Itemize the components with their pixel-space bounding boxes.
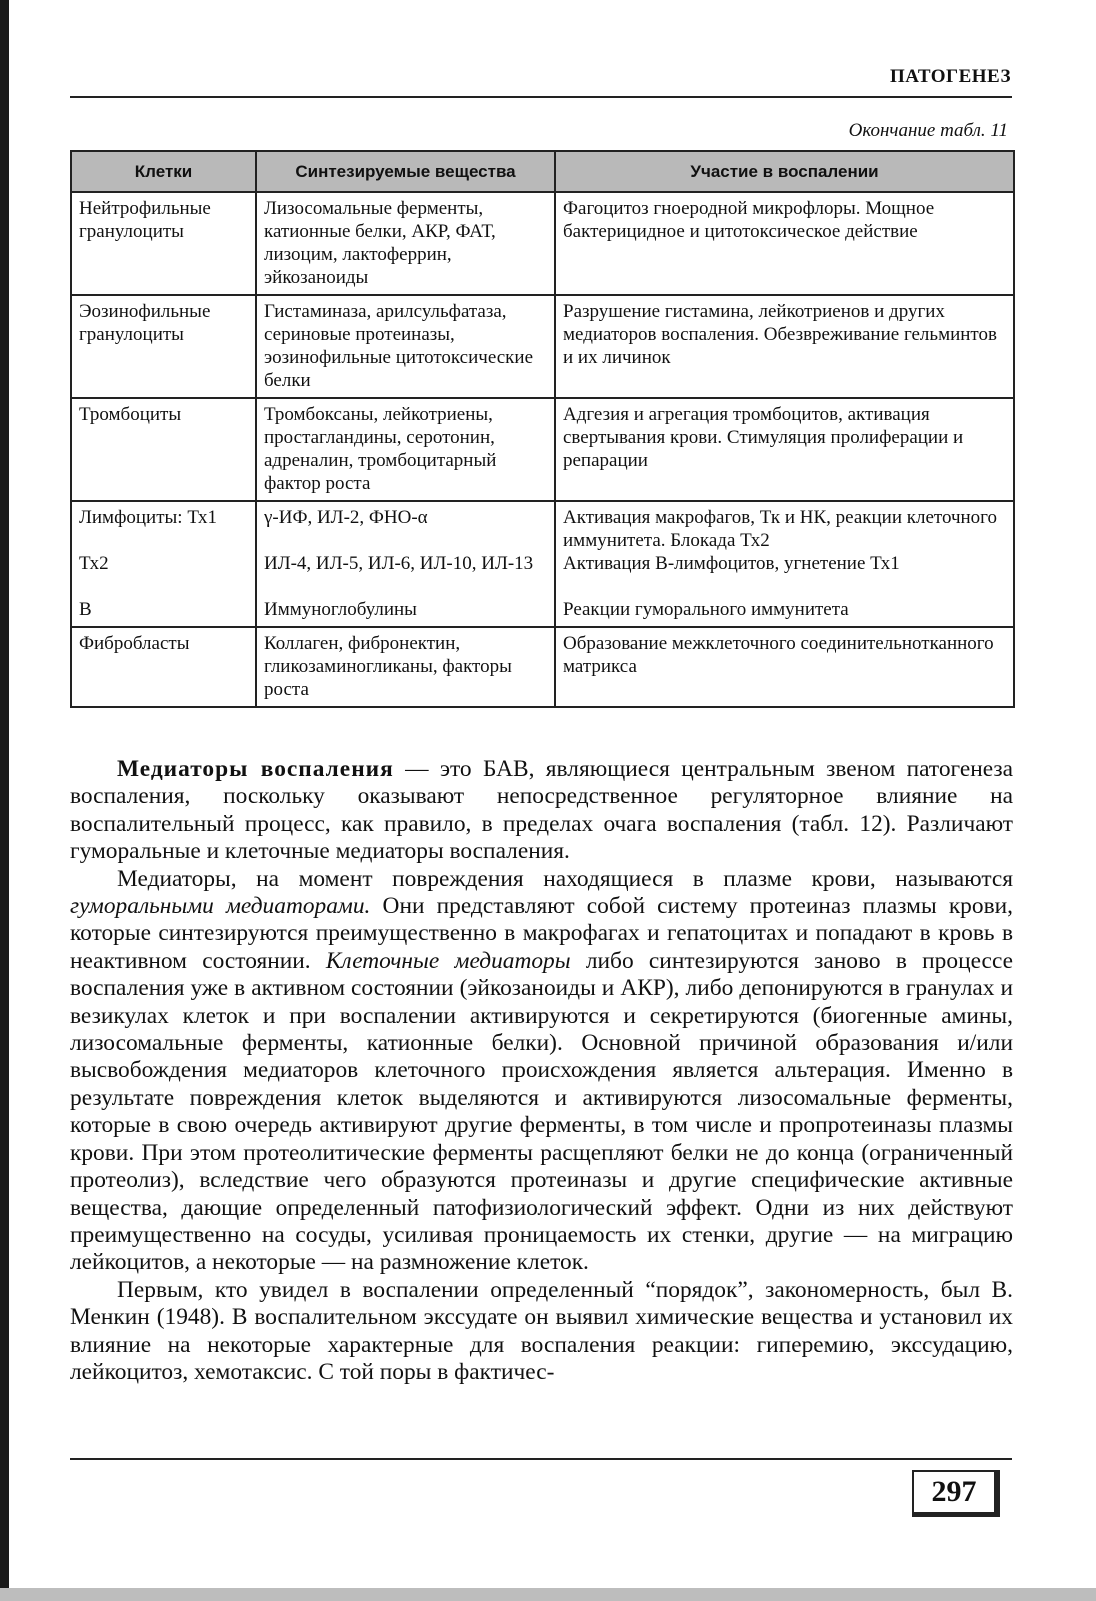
subtype-b: В — [79, 599, 92, 620]
cell-substances: Гистаминаза, арилсульфатаза, сериновые протеиназы, эозинофильные цитотоксические белки — [256, 295, 555, 398]
substances-b: Иммуноглобулины — [264, 599, 417, 620]
cell-substances: Тромбоксаны, лейкотриены, простагландины, серотонин, адреналин, тромбоцитарный фактор роста — [256, 398, 555, 501]
cell-role: Разрушение гистамина, лейкотриенов и других медиаторов воспаления. Обезвреживание гельминтов и их личинок — [555, 295, 1014, 398]
subtype-th2: Тх2 — [79, 553, 109, 574]
cell-type: Нейтрофильные гранулоциты — [71, 192, 256, 295]
page-number: 297 — [912, 1470, 1000, 1517]
cell-type: Тромбоциты — [71, 398, 256, 501]
cell-substances: Лизосомальные ферменты, катионные белки, АКР, ФАТ, лизоцим, лактоферрин, эйкозаноиды — [256, 192, 555, 295]
term-italic: гуморальными медиаторами. — [70, 893, 371, 920]
substances-th1: γ-ИФ, ИЛ-2, ФНО-α — [264, 507, 428, 528]
substances-th2: ИЛ-4, ИЛ-5, ИЛ-6, ИЛ-10, ИЛ-13 — [264, 553, 534, 574]
subtype-th1: Лимфоциты: Тх1 — [79, 507, 217, 528]
cell-type — [71, 501, 256, 627]
table-row — [71, 398, 1014, 501]
header-rule — [70, 96, 1012, 98]
paragraph: Медиаторы, на момент повреждения находящиеся в плазме крови, называются гуморальными медиаторами. Они представляют собой систему протеиназ плазмы крови, которые синтезируются преимущественно в макрофагах и гепатоцитах и попадают в кровь в неактивном состоянии. Клеточные медиаторы либо синтезируются заново в процессе воспаления уже в активном состоянии (эйкозаноиды и АКР), либо депонируются в гранулах и везикулах клеток и при воспалении активируются и секретируются (биогенные амины, лизосомальные ферменты, катионные белки). Основной причиной образования и/или высвобождения медиаторов клеточного происхождения является альтерация. Именно в результате повреждения клеток выделяются и активируются лизосомальные ферменты, которые в свою очередь активируют другие ферменты, в том числе и пропротеиназы плазмы крови. При этом протеолитические ферменты расщепляют белки не до конца (ограниченный протеолиз), вследствие чего образуются протеиназы и другие специфические активные вещества, дающие определенный патофизиологический эффект. Одни из них действуют преимущественно на сосуды, усиливая проницаемость их стенки, другие — на миграцию лейкоцитов, а некоторые — на размножение клеток. — [70, 865, 1013, 1276]
cell-type: Фибробласты — [71, 627, 256, 707]
role-b: Реакции гуморального иммунитета — [563, 599, 849, 620]
footer-rule — [70, 1458, 1012, 1460]
term-bold: Медиаторы воспаления — [117, 756, 394, 782]
column-header-substances: Синтезируемые вещества — [256, 151, 555, 192]
cells-table — [70, 150, 1015, 708]
cell-type: Эозинофильные гранулоциты — [71, 295, 256, 398]
cell-role: Фагоцитоз гноеродной микрофлоры. Мощное бактерицидное и цитотоксическое действие — [555, 192, 1014, 295]
scan-edge-bottom — [0, 1588, 1096, 1601]
table-caption: Окончание табл. 11 — [848, 120, 1008, 141]
cell-substances — [256, 501, 555, 627]
column-header-role: Участие в воспалении — [555, 151, 1014, 192]
term-italic: Клеточные медиаторы — [325, 947, 571, 974]
body-text — [70, 756, 1013, 1386]
table-row — [71, 192, 1014, 295]
table-header-row — [71, 151, 1014, 192]
running-title: ПАТОГЕНЕЗ — [889, 66, 1011, 87]
scan-edge-left — [0, 0, 9, 1601]
cell-role — [555, 501, 1014, 627]
role-th2: Активация В-лимфоцитов, угнетение Тх1 — [563, 553, 900, 574]
paragraph: Медиаторы воспаления — это БАВ, являющиеся центральным звеном патогенеза воспаления, поскольку оказывают непосредственное регуляторное влияние на воспалительный процесс, как правило, в пределах очага воспаления (табл. 12). Различают гуморальные и клеточные медиаторы воспаления. — [70, 756, 1014, 865]
table-row — [71, 627, 1014, 707]
paragraph: Первым, кто увидел в воспалении определенный “порядок”, закономерность, был В. Менкин (1948). В воспалительном экссудате он выявил химические вещества и установил их влияние на некоторые характерные для воспаления реакции: гиперемию, экссудацию, лейкоцитоз, хемотаксис. С той поры в фактичес- — [70, 1276, 1013, 1385]
role-th1: Активация макрофагов, Тк и НК, реакции клеточного иммунитета. Блокада Тх2 — [563, 507, 998, 551]
table-row-lymphocytes — [71, 501, 1014, 627]
cell-role: Адгезия и агрегация тромбоцитов, активация свертывания крови. Стимуляция пролиферации и репарации — [555, 398, 1014, 501]
table-row — [71, 295, 1014, 398]
cell-role: Образование межклеточного соединительнотканного матрикса — [555, 627, 1014, 707]
column-header-cells: Клетки — [71, 151, 256, 192]
cell-substances: Коллаген, фибронектин, гликозаминогликаны, факторы роста — [256, 627, 555, 707]
